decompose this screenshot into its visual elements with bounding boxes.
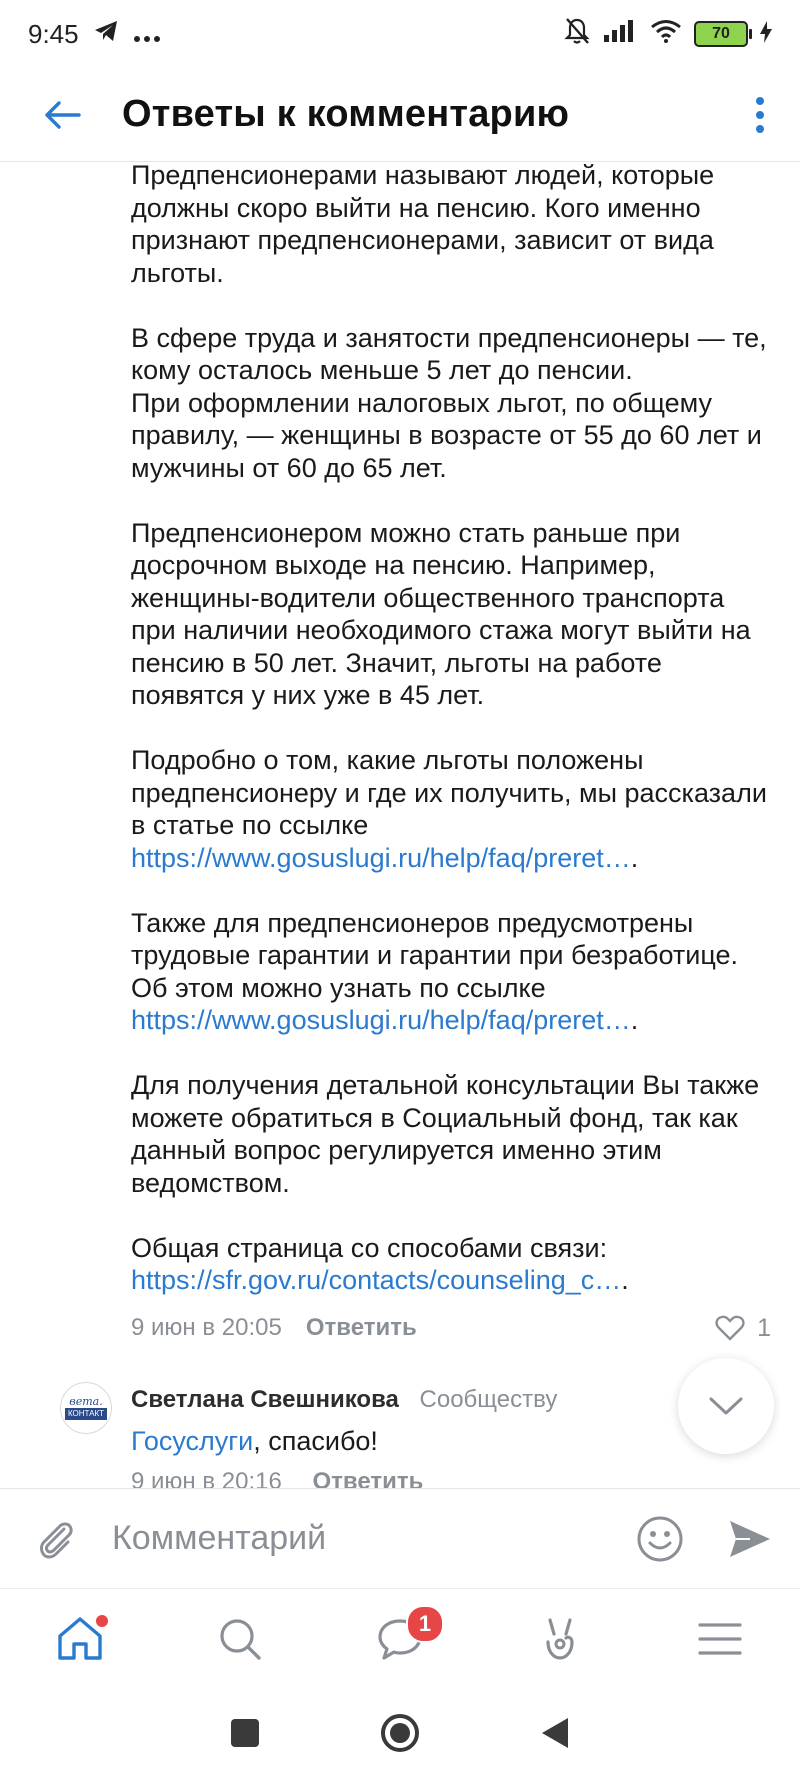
comment-meta [131, 1310, 771, 1346]
more-notifications-icon [133, 19, 161, 50]
recents-button[interactable] [230, 1718, 260, 1753]
comment-paragraph: Для получения детальной консультации Вы также можете обратиться в Социальный фонд, так как данный вопрос регулируется именно этим ведомством. [131, 1070, 760, 1198]
comment-paragraph: Подробно о том, какие льготы положены предпенсионеру и где их получить, мы рассказали в статье по ссылке https://www.gosuslugi.ru/help/faq/preret…. [131, 745, 767, 873]
reply-author[interactable]: Светлана Свешникова [131, 1386, 399, 1413]
notification-dot [94, 1613, 110, 1629]
comment-paragraph: Предпенсионерами называют людей, которые должны скоро выйти на пенсию. Кого именно признают предпенсионерами, зависит от вида льготы. [131, 162, 715, 288]
avatar[interactable]: вета. КОНТАКТ [60, 1382, 112, 1434]
reply-header [131, 1386, 557, 1414]
reply-button[interactable]: Ответить [305, 1314, 417, 1341]
comment-composer [0, 1488, 800, 1588]
clips-icon [540, 1616, 580, 1662]
status-right [564, 17, 772, 52]
circle-icon [380, 1713, 420, 1753]
scroll-down-button[interactable] [678, 1358, 774, 1454]
home-system-button[interactable] [380, 1713, 420, 1758]
article-link[interactable]: https://www.gosuslugi.ru/help/faq/preret… [131, 842, 631, 873]
mention-link[interactable]: Госуслуги [131, 1426, 254, 1456]
search-icon [218, 1617, 262, 1661]
comment-paragraph: Предпенсионером можно стать раньше при досрочном выходе на пенсию. Например, женщины-водители общественного транспорта при наличии необходимого стажа могут выйти на пенсию в 50 лет. Значит, льготы на работе появятся у них уже в 45 лет. [131, 517, 751, 710]
messages-badge: 1 [406, 1605, 444, 1643]
chevron-down-icon [708, 1396, 744, 1416]
reply-meta [131, 1468, 423, 1488]
app-header [0, 68, 800, 162]
kebab-menu-icon [755, 96, 765, 134]
telegram-icon [93, 19, 119, 50]
paperclip-icon [34, 1517, 78, 1561]
tab-messages[interactable] [340, 1599, 460, 1679]
status-time: 9:45 [28, 18, 79, 49]
hamburger-menu-icon [698, 1622, 742, 1656]
comment-thread[interactable] [0, 162, 800, 1488]
tab-menu[interactable] [660, 1599, 780, 1679]
reply-reply-button[interactable]: Ответить [312, 1468, 424, 1488]
comment-paragraph: Также для предпенсионеров предусмотрены трудовые гарантии и гарантии при безработице. Об этом можно узнать по ссылке https://www.gosuslugi.ru/help/faq/preret…. [131, 907, 739, 1035]
like-button[interactable] [715, 1314, 771, 1343]
guarantees-link[interactable]: https://www.gosuslugi.ru/help/faq/preret… [131, 1005, 631, 1035]
reply-target: Сообществу [419, 1386, 558, 1413]
triangle-back-icon [540, 1716, 570, 1750]
page-title: Ответы к комментарию [122, 93, 570, 135]
comment-body [131, 162, 771, 1329]
comment-date: 9 июн в 20:05 [131, 1314, 282, 1341]
tab-clips[interactable] [500, 1599, 620, 1679]
comment-paragraph: Общая страница со способами связи: https://sfr.gov.ru/contacts/counseling_c…. [131, 1232, 629, 1295]
more-options-button[interactable] [720, 68, 800, 162]
square-icon [230, 1718, 260, 1748]
status-left [28, 19, 161, 50]
emoji-button[interactable] [620, 1515, 700, 1563]
heart-icon [715, 1315, 745, 1341]
like-count: 1 [757, 1313, 771, 1342]
send-button[interactable] [700, 1519, 800, 1559]
wifi-icon [650, 19, 682, 50]
system-navigation-bar [0, 1688, 800, 1783]
attach-button[interactable] [0, 1517, 112, 1561]
battery-icon: 70 [694, 21, 748, 47]
status-bar [0, 0, 800, 68]
mute-bell-icon [564, 17, 590, 52]
bottom-tab-bar [0, 1588, 800, 1688]
contacts-link[interactable]: https://sfr.gov.ru/contacts/counseling_c… [131, 1265, 622, 1295]
send-icon [728, 1519, 772, 1559]
reply-date: 9 июн в 20:16 [131, 1468, 282, 1488]
tab-home[interactable] [20, 1599, 140, 1679]
comment-paragraph: В сфере труда и занятости предпенсионеры — те, кому осталось меньше 5 лет до пенсии. При оформлении налоговых льгот, по общему правилу, — женщины в возрасте от 55 до 60 лет и мужчины от 60 до 65 лет. [131, 322, 767, 483]
charging-icon [760, 19, 772, 50]
tab-search[interactable] [180, 1599, 300, 1679]
back-system-button[interactable] [540, 1716, 570, 1755]
smile-icon [636, 1515, 684, 1563]
arrow-left-icon [43, 100, 81, 130]
comment-input[interactable] [112, 1519, 620, 1558]
signal-icon [602, 19, 638, 50]
reply-text: Госуслуги, спасибо! [131, 1426, 378, 1456]
back-button[interactable] [2, 68, 122, 162]
